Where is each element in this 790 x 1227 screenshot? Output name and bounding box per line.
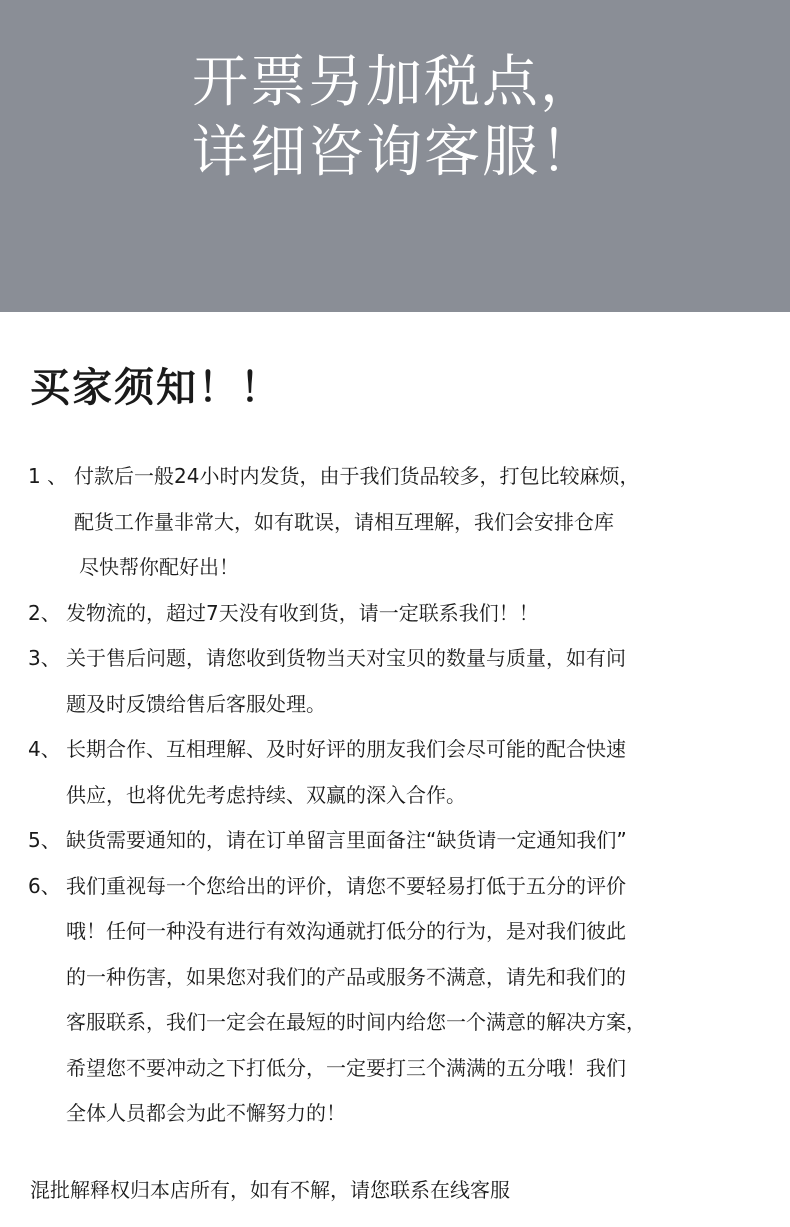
rule-item-2 bbox=[28, 591, 768, 637]
invoice-banner bbox=[0, 0, 790, 312]
rule-number: 2、 bbox=[28, 600, 61, 625]
rule-line: 的一种伤害，如果您对我们的产品或服务不满意，请先和我们的 bbox=[66, 964, 626, 989]
rule-text bbox=[66, 591, 768, 637]
rule-item-5 bbox=[28, 818, 768, 864]
rule-line: 客服联系，我们一定会在最短的时间内给您一个满意的解决方案， bbox=[66, 1010, 646, 1034]
notice-section bbox=[0, 312, 790, 1227]
rule-number: 6、 bbox=[28, 873, 61, 898]
rule-line: 发物流的，超过7天没有收到货，请一定联系我们！！ bbox=[66, 600, 539, 625]
rule-item-4 bbox=[28, 727, 768, 818]
rule-text bbox=[66, 727, 768, 818]
rule-line: 尽快帮你配好出！ bbox=[79, 555, 239, 579]
rule-text bbox=[74, 454, 768, 591]
notice-title: 买家须知！！ bbox=[30, 365, 282, 411]
rule-line: 缺货需要通知的，请在订单留言里面备注“缺货请一定通知我们” bbox=[66, 828, 627, 852]
rule-item-6 bbox=[28, 864, 768, 1137]
rule-line: 题及时反馈给售后客服处理。 bbox=[66, 691, 326, 716]
rule-number: 5、 bbox=[28, 828, 61, 852]
rule-line: 供应，也将优先考虑持续、双赢的深入合作。 bbox=[66, 782, 466, 807]
rule-item-3 bbox=[28, 636, 768, 727]
rule-line: 全体人员都会为此不懈努力的！ bbox=[66, 1101, 346, 1125]
rule-item-1 bbox=[28, 454, 768, 591]
rule-text bbox=[66, 636, 768, 727]
rule-line: 哦！任何一种没有进行有效沟通就打低分的行为，是对我们彼此 bbox=[66, 919, 626, 943]
banner-line-2: 详细咨询客服！ bbox=[192, 120, 598, 185]
banner-line-1: 开票另加税点， bbox=[192, 50, 598, 115]
footer-note: 混批解释权归本店所有，如有不解，请您联系在线客服 bbox=[30, 1178, 510, 1202]
rule-line: 长期合作、互相理解、及时好评的朋友我们会尽可能的配合快速 bbox=[66, 737, 626, 761]
rules-list bbox=[28, 454, 768, 1137]
rule-text bbox=[66, 818, 768, 864]
rule-line: 配货工作量非常大，如有耽误，请相互理解，我们会安排仓库 bbox=[74, 509, 614, 534]
rule-text bbox=[66, 864, 768, 1137]
rule-line: 付款后一般24小时内发货，由于我们货品较多，打包比较麻烦， bbox=[74, 464, 640, 488]
rule-number: 1 、 bbox=[28, 464, 68, 488]
rule-line: 我们重视每一个您给出的评价，请您不要轻易打低于五分的评价 bbox=[66, 873, 626, 898]
rule-number: 4、 bbox=[28, 737, 61, 761]
rule-line: 希望您不要冲动之下打低分，一定要打三个满满的五分哦！我们 bbox=[66, 1055, 626, 1080]
rule-number: 3、 bbox=[28, 646, 61, 670]
rule-line: 关于售后问题，请您收到货物当天对宝贝的数量与质量，如有问 bbox=[66, 646, 626, 670]
